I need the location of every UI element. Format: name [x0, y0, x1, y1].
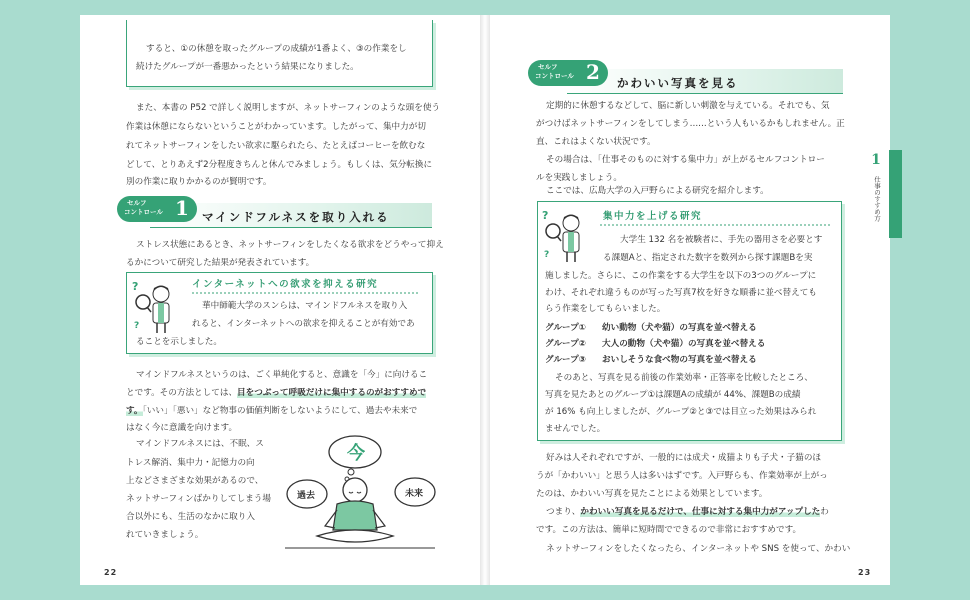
svg-text:?: ?: [544, 250, 550, 260]
body-text-line: ルを実践しましょう。: [536, 173, 622, 183]
box-text-line: る課題Aと、指定された数字を数列から探す課題Bを実: [603, 253, 813, 263]
dotted-divider: [192, 292, 420, 295]
box-text-line: らう作業をしてもらいました。: [545, 304, 666, 314]
body-text-line: 直、これはよくない状況です。: [536, 137, 656, 147]
book-gutter: [480, 15, 490, 585]
highlighted-text: 目をつぶって呼吸だけに集中するのがおすすめで: [237, 388, 427, 398]
group-label: グループ②: [545, 339, 586, 349]
body-text-line: ストレス状態にあるとき、ネットサーフィンをしたくなる欲求をどうやって抑え: [136, 240, 444, 250]
box-text-line: そのあと、写真を見る前後の作業効率・正答率を比較したところ、: [555, 373, 813, 383]
body-text-line: ここでは、広島大学の入戸野らによる研究を紹介します。: [546, 186, 769, 196]
body-text-line: つまり、かわいい写真を見るだけで、仕事に対する集中力がアップしたわ: [546, 507, 829, 517]
body-text-line: トレス解消、集中力・記憶力の向: [126, 458, 255, 468]
svg-text:?: ?: [134, 321, 140, 331]
box-text-line: 続けたグループが一番悪かったという結果になりました。: [136, 62, 359, 72]
group-label: グループ③: [545, 355, 586, 365]
body-text-line: ネットサーフィンばかりしてしまう場: [126, 494, 271, 504]
group-label: グループ①: [545, 323, 586, 333]
highlighted-text: す。: [126, 406, 143, 416]
chapter-label: 仕事のすすめ方: [873, 176, 881, 222]
box-text-line: 施しました。さらに、この作業をする大学生を以下の3つのグループに: [545, 271, 817, 281]
body-text-line: れていきましょう。: [126, 530, 204, 540]
section-badge-1: セルフ コントロール 1: [117, 196, 197, 222]
body-text-line: です。この方法は、簡単に短時間でできるので非常におすすめです。: [536, 525, 802, 535]
meditation-illustration: [285, 432, 440, 552]
box-text-line: れると、インターネットへの欲求を抑えることが有効であ: [192, 319, 415, 329]
chapter-number: 1: [871, 152, 881, 168]
box-text-line: わけ、それぞれ違うものが写った写真7枚を好きな順番に並べ替えても: [545, 288, 817, 298]
svg-text:?: ?: [132, 280, 139, 293]
dotted-divider: [600, 224, 832, 227]
group-text: 幼い動物（犬や猫）の写真を並べ替える: [602, 323, 757, 333]
research-box-title: 集中力を上げる研究: [603, 211, 703, 222]
body-text-line: マインドフルネスには、不眠、ス: [136, 439, 264, 449]
researcher-illustration: [541, 207, 593, 263]
box-text-line: が 16% も向上しましたが、グループ②と③では目立った効果はみられ: [545, 407, 817, 417]
thought-now: 今: [347, 443, 365, 464]
thought-past: 過去: [297, 491, 316, 501]
body-text-line: その場合は、「仕事そのものに対する集中力」が上がるセルフコントロー: [546, 155, 825, 165]
chapter-tab[interactable]: [889, 150, 902, 238]
body-text-line: す。「いい」「悪い」など物事の価値判断をしないようにして、過去や未来で: [126, 406, 418, 416]
body-text-line: マインドフルネスというのは、ごく単純化すると、意識を「今」に向けるこ: [136, 370, 428, 380]
body-text-line: 上などさまざまな効果があるので、: [126, 476, 264, 486]
body-text-line: がつけばネットサーフィンをしてしまう……という人もいるかもしれません。正: [536, 119, 845, 129]
box-text-line: すると、①の休憩を取ったグループの成績が1番よく、③の作業をし: [146, 44, 407, 54]
body-text-line: 合以外にも、生活のなかに取り入: [126, 512, 255, 522]
box-text-line: 写真を見たあとのグループ①は課題Aの成績が 44%、課題Bの成績: [545, 390, 801, 400]
box-text-line: 大学生 132 名を被験者に、手先の器用さを必要とす: [620, 235, 823, 245]
body-text-line: たのは、かわいい写真を見たことによる効果としています。: [536, 489, 768, 499]
page-number-right: 23: [858, 568, 872, 577]
section-title-1: マインドフルネスを取り入れる: [202, 210, 390, 224]
group-text: 大人の動物（犬や猫）の写真を並べ替える: [602, 339, 766, 349]
body-text-line: うが「かわいい」と思う人は多いはずです。入戸野らも、作業効率が上がっ: [536, 471, 828, 481]
section-badge-2: セルフ コントロール 2: [528, 60, 608, 86]
body-text-line: ネットサーフィンをしたくなったら、インターネットや SNS を使って、かわい: [546, 544, 851, 554]
body-text-line: また、本書の P52 で詳しく説明しますが、ネットサーフィンのような頭を使う: [136, 103, 441, 113]
section-title-2: かわいい写真を見る: [617, 76, 739, 90]
thought-future: 未来: [405, 489, 424, 499]
body-text-line: れてネットサーフィンをしたい欲求に駆られたら、たとえばコーヒーを飲むな: [126, 141, 426, 151]
body-text-line: 定期的に休憩するなどして、脳に新しい刺激を与えている。それでも、気: [546, 101, 830, 111]
body-text-line: はなく今に意識を向けます。: [126, 423, 238, 433]
group-text: おいしそうな食べ物の写真を並べ替える: [602, 355, 757, 365]
body-text-line: どして、とりあえず2分程度きちんと休んでみましょう。もしくは、気分転換に: [126, 160, 433, 170]
body-text-line: 好みは人それぞれですが、一般的には成犬・成猫よりも子犬・子猫のほ: [546, 453, 822, 463]
researcher-illustration: [131, 278, 183, 334]
box-text-line: 華中師範大学のスンらは、マインドフルネスを取り入: [202, 301, 408, 311]
page-number-left: 22: [104, 568, 118, 577]
highlighted-text: かわいい写真を見るだけで、仕事に対する集中力がアップした: [580, 507, 821, 517]
box-text-line: ませんでした。: [545, 424, 606, 434]
research-box-title: インターネットへの欲求を抑える研究: [192, 279, 379, 290]
svg-text:?: ?: [542, 209, 549, 222]
body-text-line: とです。その方法としては、目をつぶって呼吸だけに集中するのがおすすめで: [126, 388, 427, 398]
box-text-line: ることを示しました。: [136, 337, 222, 347]
body-text-line: るかについて研究した結果が発表されています。: [126, 258, 315, 268]
body-text-line: 別の作業に取りかかるのが賢明です。: [126, 177, 272, 187]
body-text-line: 作業は休憩にならないということがわかっています。したがって、集中力が切: [126, 122, 426, 132]
